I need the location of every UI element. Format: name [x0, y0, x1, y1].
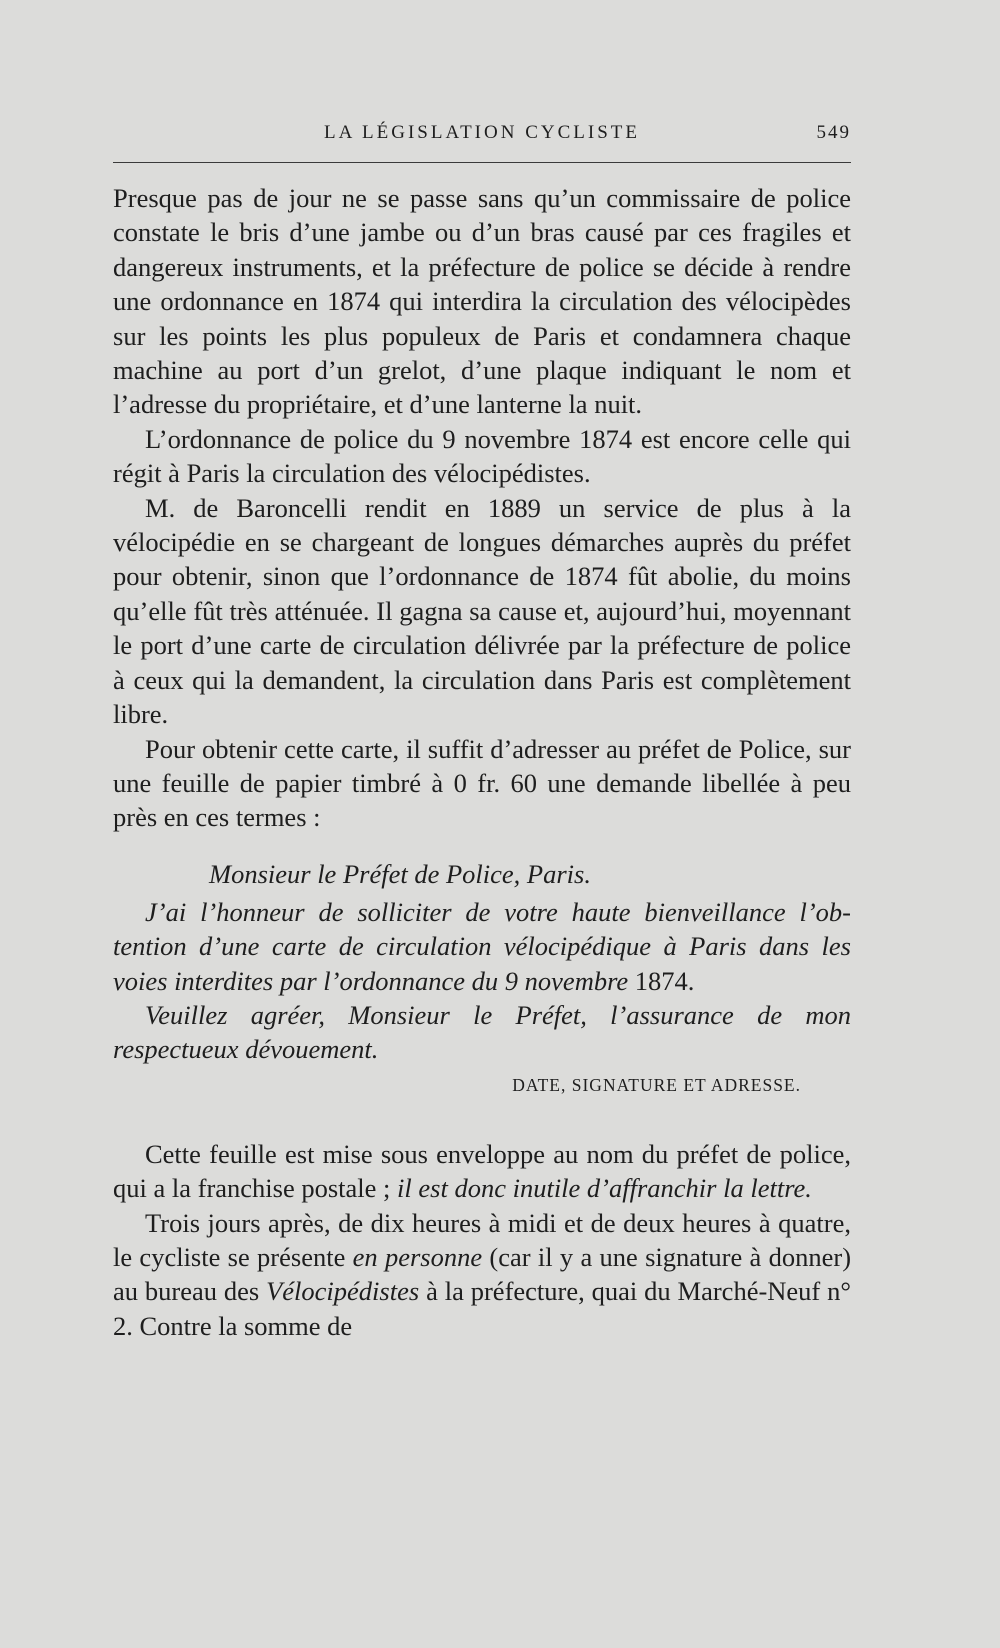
paragraph-3: M. de Baroncelli rendit en 1889 un service de plus à la vélocipédie en se chargeant de longues démarches auprès du préfet pour obtenir, sinon que l’ordonnance de 1874 fût abolie, du moins qu’elle fût très atténuée. Il gagna sa cause et, aujourd’hui, moyennant le port d’une carte de circulation délivrée par la préfecture de police à ceux qui la demandent, la circulation dans Paris est complètement libre.	[113, 492, 851, 730]
letter-closing: Veuillez agréer, Monsieur le Préfet, l’assurance de mon respectueux dévouement.	[113, 999, 851, 1065]
paragraph-6-italic-b: en personne	[352, 1241, 483, 1272]
paragraph-6-text-c: (car il y a une signature à donner) au bureau des	[113, 1241, 852, 1307]
running-title: LA LÉGISLATION CYCLISTE	[324, 122, 640, 143]
page-number: 549	[816, 122, 851, 143]
paragraph-6-text-a: Trois jours après, de dix heures à midi et de deux heures à quatre, le cycliste se présente	[113, 1207, 851, 1272]
paragraph-4: Pour obtenir cette carte, il suffit d’adresser au préfet de Police, sur une feuille de papier timbré à 0 fr. 60 une demande libellée à peu près en ces termes :	[113, 733, 851, 833]
paragraph-6-italic-d: Vélocipédistes	[266, 1276, 420, 1307]
letter-body-text: J’ai l’honneur de solliciter de votre haute bienveillance l’obtention d’une carte de circulation vélocipédique à Paris dans les voies interdites par l’ordonnance du 9 novembre	[113, 896, 851, 996]
body-text	[113, 181, 851, 1343]
page-header	[113, 118, 851, 163]
paragraph-1: Presque pas de jour ne se passe sans qu’un commissaire de police constate le bris d’une jambe ou d’un bras causé par ces fragiles et dangereux instruments, et la préfecture de police se décide à rendre une ordonnance en 1874 qui interdira la circulation des vélocipèdes sur les points les plus populeux de Paris et condamnera chaque machine au port d’un grelot, d’une plaque indiquant le nom et l’adresse du propriétaire, et d’une lanterne la nuit.	[113, 183, 851, 420]
paragraph-6	[113, 1206, 851, 1344]
letter-salutation: Monsieur le Préfet de Police, Paris.	[209, 858, 591, 889]
paragraph-2: L’ordonnance de police du 9 novembre 1874 est encore celle qui régit à Paris la circulation des vélocipédistes.	[113, 423, 851, 489]
letter-body	[113, 895, 851, 998]
paragraph-5	[113, 1137, 851, 1206]
signature-line: DATE, SIGNATURE ET ADRESSE.	[512, 1074, 801, 1095]
paragraph-6-text-e: à la préfecture, quai du Marché-Neuf n° 2. Contre la somme de	[113, 1276, 851, 1341]
paragraph-5-italic: il est donc inutile d’affranchir la lettre.	[397, 1173, 812, 1204]
paragraph-5-text: Cette feuille est mise sous enveloppe au nom du préfet de police, qui a la franchise postale ;	[113, 1138, 851, 1204]
letter-year: 1874.	[634, 965, 695, 996]
